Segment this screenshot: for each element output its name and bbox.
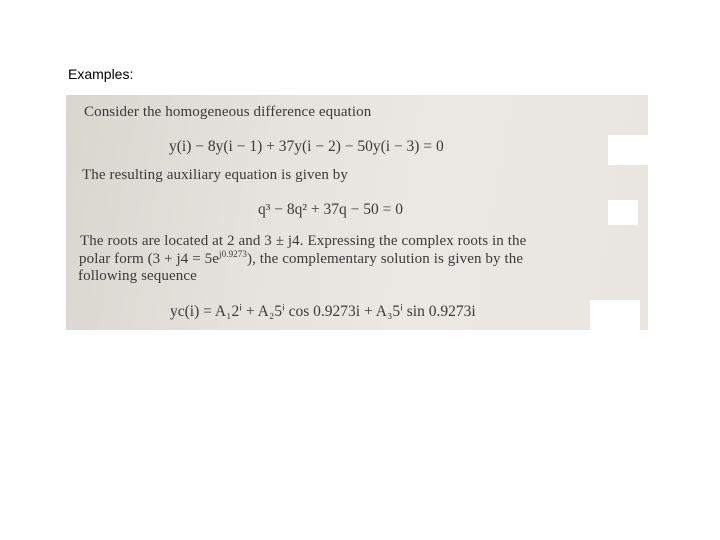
roots-text-line-2-end: ), the complementary solution is given by the: [246, 251, 524, 267]
difference-equation: y(i) − 8y(i − 1) + 37y(i − 2) − 50y(i − 3) = 0: [169, 138, 444, 155]
scan-edge-mark: [590, 300, 640, 330]
scan-edge-mark: [608, 135, 648, 165]
auxiliary-equation: q³ − 8q² + 37q − 50 = 0: [258, 201, 404, 218]
scan-edge-mark: [608, 200, 638, 225]
complementary-solution: yc(i) = A₁2ⁱ + A₂5ⁱ cos 0.9273i + A₃5ⁱ sin 0.9273i: [170, 303, 476, 320]
intro-text: Consider the homogeneous difference equation: [84, 104, 372, 120]
polar-exponent: j0.9273: [219, 249, 247, 259]
roots-text-line-3: following sequence: [78, 268, 197, 284]
scanned-textbook-excerpt: [66, 95, 648, 330]
roots-text-line-2-start: polar form (3 + j4 = 5e: [79, 251, 220, 267]
roots-text-line-2: [79, 251, 523, 268]
roots-text-line-1: The roots are located at 2 and 3 ± j4. Expressing the complex roots in the: [80, 233, 527, 249]
auxiliary-intro-text: The resulting auxiliary equation is given by: [82, 167, 349, 183]
slide-title: Examples:: [68, 66, 134, 82]
